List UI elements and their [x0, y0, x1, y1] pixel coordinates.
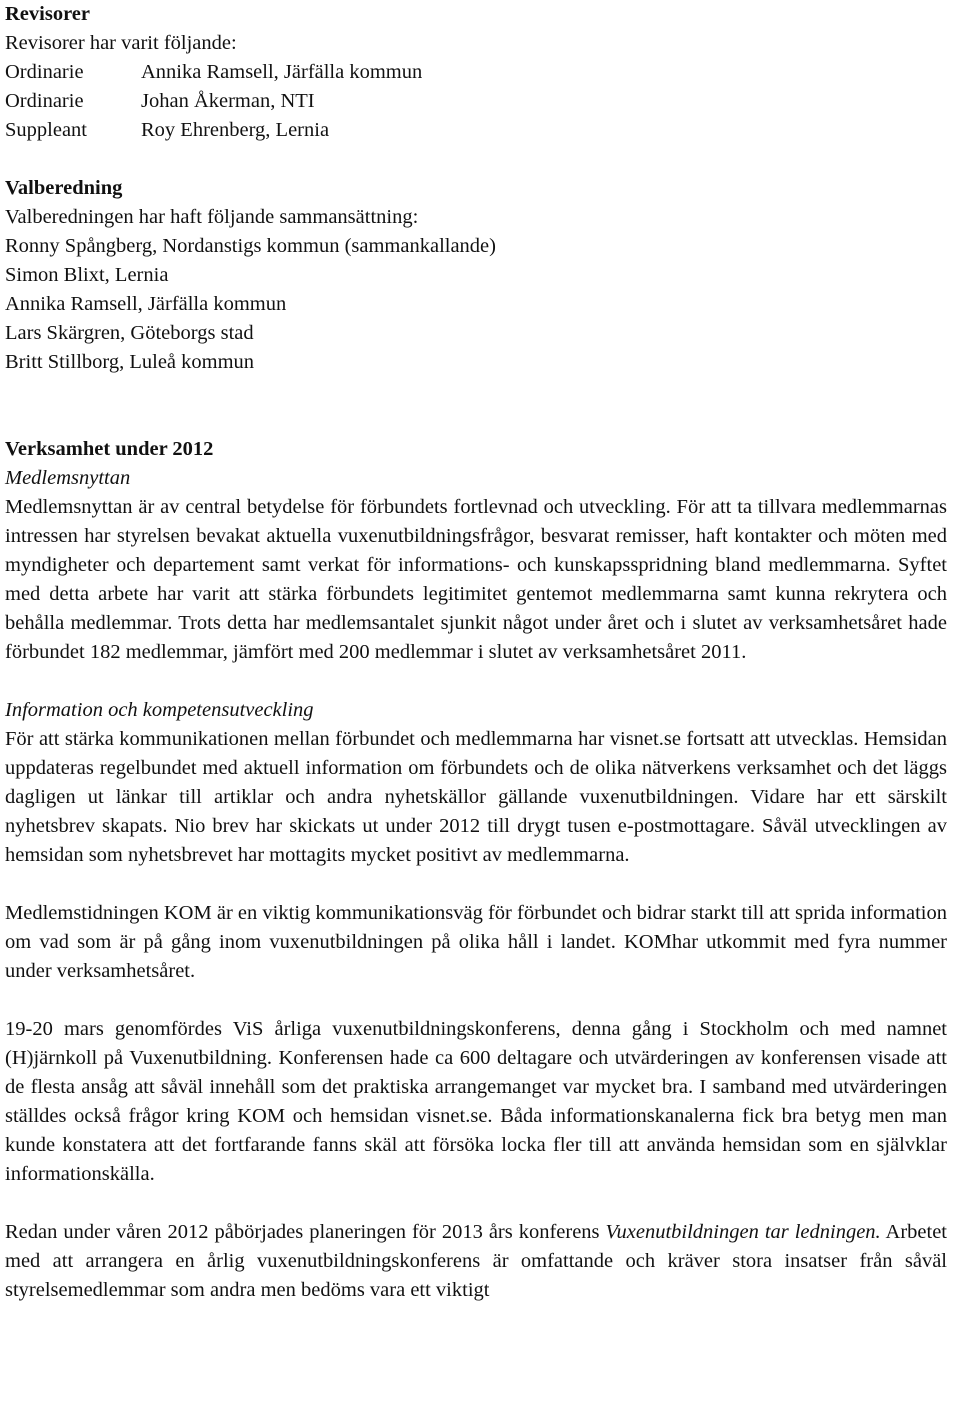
valberedning-member: Britt Stillborg, Luleå kommun [5, 351, 255, 373]
revisor-name: Roy Ehrenberg, Lernia [141, 119, 330, 141]
revisorer-heading: Revisorer [5, 3, 91, 25]
revisor-role: Ordinarie [5, 90, 84, 112]
revisor-name: Annika Ramsell, Järfälla kommun [141, 61, 423, 83]
verksamhet-heading: Verksamhet under 2012 [5, 438, 214, 460]
information-paragraph-4 [5, 1218, 947, 1305]
revisor-role: Suppleant [5, 119, 87, 141]
valberedning-heading: Valberedning [5, 177, 123, 199]
information-subheading: Information och kompetensutveckling [5, 699, 314, 721]
spacer [5, 870, 947, 899]
information-paragraph-3: 19-20 mars genomfördes ViS årliga vuxenutbildningskonferens, denna gång i Stockholm och med namnet (H)järnkoll på Vuxenutbildning. Konferensen hade ca 600 deltagare och utvärderingen av konferensen visade att de flesta ansåg att såväl innehåll som det praktiska arrangemanget var mycket bra. I samband med utvärderingen ställdes också frågor kring KOM och hemsidan visnet.se. Båda informationskanalerna fick bra betyg men man kunde konstatera att det fortfarande fanns skäl att försöka locka fler till att använda hemsidan som en självklar informationskälla. [5, 1018, 947, 1185]
revisor-row [5, 58, 947, 87]
paragraph-text: Arbetet med att arrangera en årlig vuxenutbildningskonferens är omfattande och kräver stora insatser från såväl styrelsemedlemmar som andra men bedöms vara ett viktigt [5, 1221, 947, 1301]
revisor-role: Ordinarie [5, 61, 84, 83]
information-paragraph-2: Medlemstidningen KOM är en viktig kommunikationsväg för förbundet och bidrar starkt till att sprida information om vad som är på gång inom vuxenutbildningen på olika håll i landet. KOMhar utkommit med fyra nummer under verksamhetsåret. [5, 902, 947, 982]
valberedning-member: Ronny Spångberg, Nordanstigs kommun (sammankallande) [5, 235, 496, 257]
medlemsnyttan-subheading: Medlemsnyttan [5, 467, 131, 489]
medlemsnyttan-paragraph: Medlemsnyttan är av central betydelse för förbundets fortlevnad och utveckling. För att ta tillvara medlemmarnas intressen har styrelsen bevakat aktuella vuxenutbildningsfrågor, besvarat remisser, haft kontakter och möten med myndigheter och departement samt verkat för informations- och kunskapsspridning bland medlemmarna. Syftet med detta arbete har varit att stärka förbundets legitimitet gentemot medlemmarna samt kunna rekrytera och behålla medlemmar. Trots detta har medlemsantalet sjunkit något under året och i slutet av verksamhetsåret hade förbundet 182 medlemmar, jämfört med 200 medlemmar i slutet av verksamhetsåret 2011. [5, 496, 947, 663]
valberedning-member: Simon Blixt, Lernia [5, 264, 169, 286]
revisorer-intro: Revisorer har varit följande: [5, 32, 237, 54]
spacer [5, 1189, 947, 1218]
spacer [5, 145, 947, 174]
revisor-row [5, 87, 947, 116]
valberedning-intro: Valberedningen har haft följande sammansättning: [5, 206, 419, 228]
valberedning-member: Lars Skärgren, Göteborgs stad [5, 322, 254, 344]
spacer [5, 406, 947, 435]
spacer [5, 986, 947, 1015]
revisor-name: Johan Åkerman, NTI [141, 90, 315, 112]
spacer [5, 377, 947, 406]
paragraph-text: Redan under våren 2012 påbörjades planeringen för 2013 års konferens [5, 1221, 606, 1243]
information-paragraph-1: För att stärka kommunikationen mellan förbundet och medlemmarna har visnet.se fortsatt att utvecklas. Hemsidan uppdateras regelbundet med aktuell information om förbundets och de olika nätverkens verksamhet och det läggs dagligen ut länkar till artiklar och andra nyhetskällor gällande vuxenutbildningen. Vidare har ett särskilt nyhetsbrev skapats. Nio brev har skickats ut under 2012 till drygt tusen e-postmottagare. Såväl utvecklingen av hemsidan som nyhetsbrevet har mottagits mycket positivt av medlemmarna. [5, 728, 947, 866]
spacer [5, 667, 947, 696]
valberedning-member: Annika Ramsell, Järfälla kommun [5, 293, 287, 315]
conference-title: Vuxenutbildningen tar ledningen. [605, 1221, 881, 1243]
revisor-row [5, 116, 947, 145]
